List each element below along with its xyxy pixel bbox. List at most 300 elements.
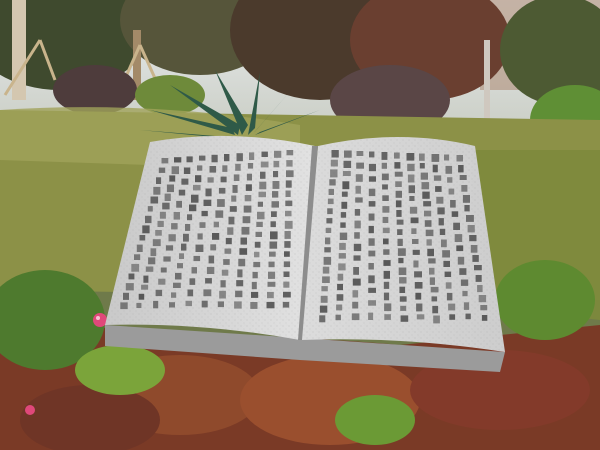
engraved-character	[179, 190, 185, 196]
engraved-character	[284, 272, 290, 278]
engraved-character	[383, 228, 390, 233]
engraved-character	[431, 287, 439, 293]
engraved-character	[190, 278, 196, 285]
engraved-character	[400, 296, 407, 301]
engraved-character	[229, 217, 235, 225]
engraved-character	[153, 187, 160, 195]
engraved-character	[384, 314, 391, 320]
engraved-character	[163, 256, 170, 261]
engraved-character	[457, 155, 464, 162]
engraved-character	[175, 273, 182, 280]
engraved-character	[174, 212, 180, 220]
engraved-character	[441, 240, 447, 248]
engraved-character	[183, 234, 189, 242]
engraved-character	[156, 177, 161, 184]
engraved-character	[212, 233, 219, 240]
engraved-character	[407, 153, 415, 161]
engraved-character	[268, 272, 275, 279]
engraved-character	[198, 233, 203, 239]
engraved-character	[329, 179, 335, 185]
engraved-character	[285, 231, 291, 239]
engraved-character	[221, 280, 226, 287]
engraved-character	[224, 154, 229, 161]
engraved-character	[259, 182, 266, 190]
engraved-character	[284, 261, 290, 267]
engraved-character	[342, 192, 348, 197]
engraved-character	[225, 249, 232, 254]
engraved-character	[231, 196, 236, 202]
engraved-character	[245, 195, 252, 201]
engraved-character	[356, 174, 363, 182]
engraved-character	[397, 220, 404, 225]
engraved-character	[339, 253, 346, 259]
engraved-character	[148, 206, 153, 211]
engraved-character	[471, 245, 478, 253]
engraved-character	[331, 160, 338, 167]
engraved-character	[286, 191, 291, 198]
engraved-character	[244, 206, 252, 213]
engraved-character	[256, 232, 263, 237]
engraved-character	[448, 304, 455, 311]
engraved-character	[159, 168, 165, 173]
engraved-character	[460, 175, 467, 180]
engraved-character	[171, 223, 178, 229]
engraved-character	[187, 156, 193, 162]
engraved-character	[440, 229, 445, 235]
engraved-character	[322, 276, 330, 283]
engraved-character	[369, 152, 374, 158]
engraved-character	[452, 211, 459, 217]
engraved-character	[384, 282, 389, 289]
engraved-character	[260, 172, 266, 179]
engraved-character	[285, 211, 292, 217]
engraved-character	[326, 218, 332, 223]
engraved-character	[344, 161, 352, 168]
engraved-character	[273, 181, 280, 189]
engraved-character	[426, 230, 434, 236]
engraved-character	[196, 245, 204, 252]
engraved-character	[188, 290, 194, 297]
engraved-character	[430, 277, 435, 285]
engraved-character	[200, 222, 206, 228]
engraved-character	[382, 184, 388, 189]
engraved-character	[239, 248, 247, 255]
engraved-character	[271, 221, 276, 227]
engraved-character	[425, 220, 432, 227]
engraved-character	[479, 295, 486, 302]
engraved-character	[355, 197, 363, 202]
engraved-character	[136, 303, 141, 308]
engraved-character	[354, 244, 361, 251]
engraved-character	[283, 302, 289, 308]
engraved-character	[461, 185, 467, 192]
engraved-character	[205, 278, 212, 283]
engraved-character	[120, 302, 127, 309]
engraved-character	[422, 182, 430, 189]
engraved-character	[272, 201, 280, 207]
engraved-character	[421, 173, 428, 180]
engraved-character	[382, 174, 389, 181]
engraved-character	[338, 263, 345, 270]
engraved-character	[466, 314, 471, 320]
engraved-character	[137, 245, 143, 252]
engraved-character	[356, 186, 361, 194]
engraved-character	[169, 234, 176, 241]
engraved-character	[369, 176, 376, 181]
engraved-character	[141, 285, 148, 290]
engraved-character	[227, 227, 233, 235]
engraved-character	[237, 269, 242, 277]
engraved-character	[206, 189, 212, 197]
engraved-character	[255, 242, 261, 248]
engraved-character	[474, 265, 482, 270]
engraved-character	[436, 197, 443, 204]
engraved-character	[327, 208, 333, 214]
engraved-character	[384, 271, 390, 279]
engraved-character	[237, 153, 243, 161]
engraved-character	[432, 154, 440, 162]
engraved-character	[353, 267, 359, 275]
engraved-character	[420, 163, 425, 169]
engraved-character	[286, 160, 292, 167]
engraved-character	[419, 154, 425, 161]
engraved-character	[382, 195, 389, 201]
engraved-character	[354, 232, 360, 239]
engraved-character	[414, 271, 422, 277]
engraved-character	[323, 267, 330, 274]
engraved-character	[399, 268, 407, 276]
engraved-character	[204, 200, 212, 206]
engraved-character	[383, 217, 389, 223]
engraved-character	[274, 161, 280, 167]
engraved-character	[407, 164, 414, 171]
engraved-character	[269, 252, 276, 257]
engraved-character	[410, 207, 417, 214]
engraved-character	[369, 189, 376, 196]
engraved-character	[283, 292, 291, 298]
engraved-character	[195, 175, 201, 182]
engraved-character	[252, 282, 257, 289]
engraved-character	[210, 166, 217, 173]
engraved-character	[352, 313, 360, 320]
engraved-character	[174, 157, 181, 162]
engraved-character	[284, 241, 290, 248]
engraved-character	[184, 168, 190, 175]
engraved-character	[153, 239, 161, 246]
engraved-character	[208, 177, 214, 182]
engraved-character	[442, 250, 450, 257]
engraved-character	[429, 268, 435, 275]
engraved-character	[319, 315, 325, 322]
engraved-character	[172, 166, 179, 174]
engraved-character	[337, 284, 343, 290]
engraved-character	[234, 301, 242, 308]
engraved-character	[262, 152, 268, 157]
engraved-character	[156, 290, 163, 296]
engraved-character	[321, 296, 328, 303]
engraved-character	[248, 163, 253, 169]
engraved-character	[246, 184, 252, 191]
engraved-character	[212, 155, 218, 163]
engraved-character	[194, 256, 201, 261]
engraved-character	[416, 304, 422, 312]
engraved-character	[369, 164, 376, 171]
engraved-character	[432, 306, 438, 313]
engraved-character	[340, 222, 345, 227]
engraved-character	[428, 258, 435, 263]
engraved-character	[355, 209, 360, 216]
engraved-character	[256, 222, 263, 227]
engraved-character	[145, 216, 152, 223]
engraved-character	[353, 279, 361, 286]
engraved-character	[384, 303, 391, 311]
engraved-character	[286, 170, 294, 177]
engraved-character	[427, 239, 432, 245]
engraved-character	[462, 291, 467, 296]
engraved-character	[433, 316, 440, 324]
engraved-character	[368, 263, 374, 270]
engraved-character	[270, 242, 278, 249]
engraved-character	[463, 195, 470, 203]
engraved-character	[399, 277, 406, 283]
engraved-character	[179, 253, 184, 259]
engraved-character	[249, 152, 254, 160]
engraved-character	[427, 249, 434, 256]
engraved-character	[353, 290, 359, 297]
engraved-character	[142, 225, 149, 233]
engraved-character	[459, 268, 466, 275]
engraved-character	[396, 210, 401, 217]
engraved-character	[151, 248, 157, 256]
engraved-character	[435, 186, 442, 192]
engraved-character	[464, 302, 469, 310]
engraved-character	[369, 226, 374, 233]
engraved-character	[181, 244, 186, 251]
engraved-character	[396, 200, 402, 207]
engraved-character	[397, 229, 402, 235]
engraved-character	[477, 285, 483, 292]
engraved-character	[139, 294, 145, 300]
engraved-character	[480, 305, 487, 310]
engraved-character	[469, 235, 476, 241]
engraved-character	[285, 221, 293, 229]
engraved-character	[328, 199, 334, 205]
engraved-character	[250, 302, 257, 309]
engraved-character	[221, 177, 227, 183]
engraved-character	[455, 234, 463, 242]
engraved-character	[382, 163, 387, 169]
engraved-character	[131, 264, 139, 272]
engraved-character	[437, 207, 444, 214]
engraved-character	[207, 267, 214, 274]
engraved-character	[158, 221, 164, 227]
engraved-character	[369, 238, 375, 246]
engraved-character	[268, 282, 276, 287]
engraved-character	[165, 194, 171, 201]
engraved-character	[253, 262, 260, 267]
engraved-character	[123, 293, 129, 300]
engraved-character	[443, 261, 450, 267]
engraved-character	[218, 301, 224, 307]
engraved-character	[173, 283, 181, 288]
engraved-character	[176, 201, 182, 208]
engraved-character	[356, 163, 364, 169]
engraved-character	[409, 196, 414, 201]
engraved-character	[243, 216, 251, 223]
engraved-character	[202, 211, 208, 216]
engraved-character	[126, 283, 134, 290]
engraved-character	[267, 292, 274, 298]
engraved-character	[458, 165, 464, 172]
engraved-character	[355, 221, 361, 229]
engraved-character	[324, 247, 331, 252]
engraved-character	[146, 267, 154, 272]
engraved-character	[202, 301, 208, 308]
engraved-character	[267, 302, 275, 308]
engraved-character	[464, 205, 469, 211]
engraved-character	[193, 185, 201, 191]
engraved-character	[197, 165, 202, 170]
engraved-character	[143, 276, 148, 283]
engraved-character	[235, 164, 241, 171]
engraved-character	[162, 203, 169, 210]
engraved-character	[129, 274, 135, 280]
engraved-character	[394, 153, 400, 159]
engraved-character	[382, 206, 389, 213]
engraved-character	[458, 257, 464, 265]
engraved-character	[413, 261, 418, 268]
engraved-character	[283, 282, 289, 288]
engraved-character	[341, 202, 347, 209]
engraved-character	[230, 206, 237, 212]
engraved-character	[177, 263, 183, 268]
engraved-character	[422, 192, 429, 199]
engraved-character	[189, 205, 196, 212]
engraved-character	[383, 260, 390, 266]
engraved-character	[223, 259, 230, 265]
engraved-character	[368, 288, 376, 293]
engraved-character	[271, 211, 277, 217]
engraved-character	[434, 175, 441, 180]
engraved-character	[284, 251, 290, 256]
engraved-character	[215, 210, 223, 217]
engraved-character	[326, 228, 332, 233]
engraved-character	[134, 254, 140, 260]
engraved-character	[153, 301, 158, 308]
engraved-character	[344, 151, 352, 158]
engraved-character	[446, 282, 452, 288]
engraved-character	[161, 268, 167, 273]
engraved-character	[253, 272, 258, 278]
engraved-character	[192, 267, 198, 273]
engraved-character	[395, 172, 403, 177]
engraved-character	[432, 296, 438, 301]
engraved-character	[167, 185, 174, 193]
engraved-character	[411, 218, 419, 224]
engraved-character	[236, 280, 243, 286]
engraved-character	[369, 201, 376, 207]
engraved-character	[456, 245, 463, 251]
engraved-character	[383, 249, 389, 255]
engraved-character	[226, 238, 232, 244]
engraved-character	[368, 313, 373, 320]
engraved-character	[468, 225, 475, 232]
engraved-character	[444, 155, 449, 161]
engraved-character	[382, 152, 388, 160]
engraved-character	[417, 314, 425, 319]
engraved-character	[287, 150, 294, 155]
engraved-character	[411, 228, 416, 234]
engraved-character	[446, 166, 453, 174]
engraved-character	[369, 214, 375, 221]
engraved-character	[329, 189, 334, 195]
engraved-character	[340, 233, 347, 240]
engraved-character	[158, 279, 165, 285]
engraved-character	[286, 180, 292, 187]
engraved-character	[214, 222, 219, 228]
engraved-character	[155, 230, 162, 236]
engraved-character	[186, 301, 193, 306]
engraved-character	[461, 280, 468, 286]
engraved-character	[354, 255, 361, 260]
engraved-character	[171, 292, 176, 297]
engraved-character	[342, 181, 349, 189]
engraved-character	[466, 215, 474, 222]
engraved-character	[148, 257, 155, 264]
engraved-character	[140, 235, 146, 241]
engraved-character	[169, 302, 175, 307]
engraved-character	[408, 175, 415, 183]
engraved-character	[285, 201, 292, 207]
engraved-character	[336, 305, 342, 311]
engraved-character	[222, 270, 229, 276]
engraved-character	[368, 251, 375, 257]
engraved-character	[217, 199, 225, 207]
engraved-character	[368, 300, 376, 306]
engraved-character	[254, 252, 259, 257]
engraved-character	[453, 223, 460, 230]
engraved-character	[242, 227, 250, 235]
engraved-character	[398, 258, 403, 263]
engraved-character	[409, 185, 415, 193]
engraved-character	[343, 171, 351, 176]
engraved-character	[321, 286, 327, 291]
engraved-character	[270, 231, 278, 239]
engraved-character	[400, 306, 406, 311]
engraved-character	[261, 162, 269, 168]
engraved-character	[415, 282, 423, 289]
engraved-character	[234, 174, 240, 181]
engraved-character	[412, 239, 419, 244]
engraved-character	[398, 239, 403, 246]
engraved-character	[241, 238, 248, 245]
engraved-character	[259, 192, 267, 198]
engraved-character	[395, 181, 402, 187]
engraved-character	[219, 188, 226, 194]
engraved-character	[482, 315, 487, 321]
engraved-character	[210, 244, 216, 250]
engraved-character	[447, 177, 452, 183]
engraved-character	[257, 212, 265, 220]
engraved-character	[445, 272, 452, 277]
engraved-character	[325, 238, 330, 245]
engraved-character	[162, 158, 169, 163]
engraved-character	[336, 315, 341, 321]
engraved-character	[472, 255, 478, 262]
engraved-character	[258, 202, 263, 207]
engraved-character	[439, 218, 444, 225]
engraved-character	[233, 185, 238, 193]
